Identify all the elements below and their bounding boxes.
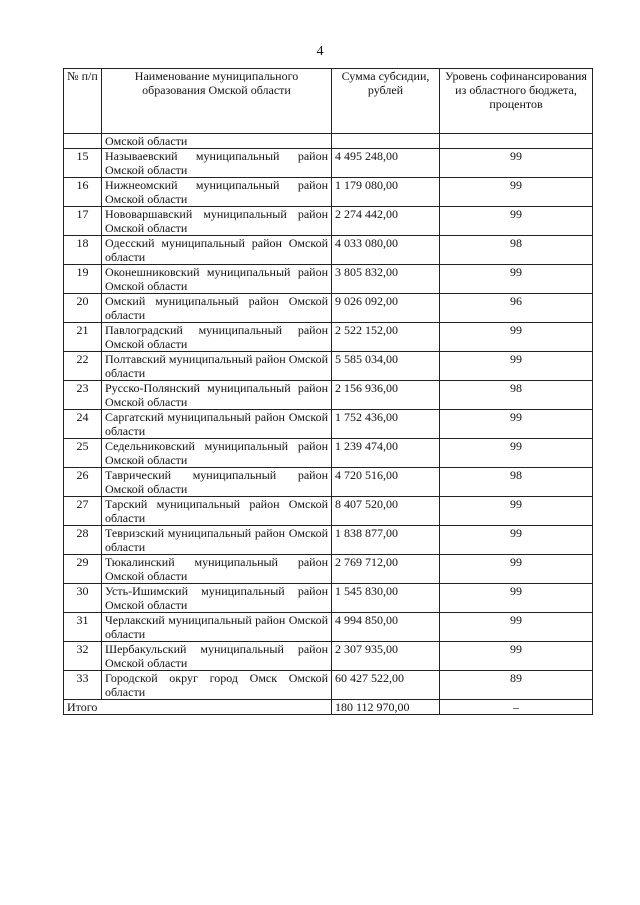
page-number: 4	[316, 44, 324, 59]
table-row	[64, 497, 593, 526]
row-num: 24	[64, 410, 102, 439]
row-sum: 2 156 936,00	[332, 381, 440, 410]
continuation-num	[64, 134, 102, 149]
row-level: 99	[440, 526, 593, 555]
row-level: 96	[440, 294, 593, 323]
row-num: 23	[64, 381, 102, 410]
row-level: 99	[440, 352, 593, 381]
row-sum: 4 033 080,00	[332, 236, 440, 265]
row-sum: 1 179 080,00	[332, 178, 440, 207]
row-sum: 5 585 034,00	[332, 352, 440, 381]
row-level: 99	[440, 497, 593, 526]
table-row	[64, 149, 593, 178]
row-num: 27	[64, 497, 102, 526]
total-sum: 180 112 970,00	[332, 700, 440, 715]
row-level: 99	[440, 439, 593, 468]
header-name: Наименование муниципального образования Омской области	[102, 69, 332, 134]
row-name: Павлоградский муниципальный район Омской области	[102, 323, 332, 352]
row-level: 99	[440, 584, 593, 613]
row-num: 15	[64, 149, 102, 178]
row-name: Черлакский муниципальный район Омской области	[102, 613, 332, 642]
row-num: 30	[64, 584, 102, 613]
row-num: 26	[64, 468, 102, 497]
table-row	[64, 555, 593, 584]
row-num: 18	[64, 236, 102, 265]
total-level: –	[440, 700, 593, 715]
continuation-sum	[332, 134, 440, 149]
table-row	[64, 381, 593, 410]
table-row	[64, 207, 593, 236]
table-body	[64, 134, 593, 700]
row-num: 20	[64, 294, 102, 323]
row-level: 89	[440, 671, 593, 700]
table-row	[64, 439, 593, 468]
row-sum: 4 495 248,00	[332, 149, 440, 178]
row-name: Называевский муниципальный район Омской области	[102, 149, 332, 178]
table-row	[64, 352, 593, 381]
row-level: 99	[440, 410, 593, 439]
table-row	[64, 265, 593, 294]
table-row	[64, 642, 593, 671]
row-level: 99	[440, 613, 593, 642]
subsidy-table	[63, 68, 593, 715]
row-name: Тюкалинский муниципальный район Омской области	[102, 555, 332, 584]
table-row	[64, 178, 593, 207]
row-level: 98	[440, 468, 593, 497]
row-level: 99	[440, 265, 593, 294]
row-level: 99	[440, 149, 593, 178]
row-num: 28	[64, 526, 102, 555]
row-name: Саргатский муниципальный район Омской области	[102, 410, 332, 439]
row-level: 99	[440, 178, 593, 207]
row-name: Городской округ город Омск Омской области	[102, 671, 332, 700]
row-sum: 2 274 442,00	[332, 207, 440, 236]
header-level: Уровень софинансирования из областного бюджета, процентов	[440, 69, 593, 134]
row-num: 16	[64, 178, 102, 207]
row-sum: 60 427 522,00	[332, 671, 440, 700]
total-row	[64, 700, 593, 715]
row-level: 99	[440, 323, 593, 352]
table-row	[64, 236, 593, 265]
row-name: Тевризский муниципальный район Омской области	[102, 526, 332, 555]
header-sum: Сумма субсидии, рублей	[332, 69, 440, 134]
row-num: 21	[64, 323, 102, 352]
row-level: 99	[440, 642, 593, 671]
continuation-row	[64, 134, 593, 149]
row-sum: 8 407 520,00	[332, 497, 440, 526]
row-sum: 2 307 935,00	[332, 642, 440, 671]
row-name: Оконешниковский муниципальный район Омской области	[102, 265, 332, 294]
row-sum: 2 769 712,00	[332, 555, 440, 584]
table-row	[64, 468, 593, 497]
table-row	[64, 526, 593, 555]
row-name: Таврический муниципальный район Омской области	[102, 468, 332, 497]
row-num: 33	[64, 671, 102, 700]
row-sum: 3 805 832,00	[332, 265, 440, 294]
row-num: 19	[64, 265, 102, 294]
row-num: 22	[64, 352, 102, 381]
row-level: 98	[440, 381, 593, 410]
header-num: № п/п	[64, 69, 102, 134]
row-level: 98	[440, 236, 593, 265]
continuation-name: Омской области	[102, 134, 332, 149]
table-header	[64, 69, 593, 134]
table-row	[64, 613, 593, 642]
row-name: Шербакульский муниципальный район Омской области	[102, 642, 332, 671]
row-name: Нововаршавский муниципальный район Омской области	[102, 207, 332, 236]
row-num: 29	[64, 555, 102, 584]
row-sum: 1 239 474,00	[332, 439, 440, 468]
row-level: 99	[440, 207, 593, 236]
row-name: Нижнеомский муниципальный район Омской области	[102, 178, 332, 207]
row-name: Одесский муниципальный район Омской области	[102, 236, 332, 265]
table-row	[64, 323, 593, 352]
row-num: 17	[64, 207, 102, 236]
table-row	[64, 294, 593, 323]
row-num: 25	[64, 439, 102, 468]
row-name: Усть-Ишимский муниципальный район Омской области	[102, 584, 332, 613]
table-row	[64, 671, 593, 700]
row-name: Омский муниципальный район Омской области	[102, 294, 332, 323]
table-row	[64, 410, 593, 439]
row-num: 32	[64, 642, 102, 671]
row-num: 31	[64, 613, 102, 642]
row-name: Русско-Полянский муниципальный район Омской области	[102, 381, 332, 410]
row-sum: 1 838 877,00	[332, 526, 440, 555]
row-sum: 9 026 092,00	[332, 294, 440, 323]
continuation-level	[440, 134, 593, 149]
row-sum: 2 522 152,00	[332, 323, 440, 352]
row-name: Седельниковский муниципальный район Омской области	[102, 439, 332, 468]
row-name: Тарский муниципальный район Омской области	[102, 497, 332, 526]
row-sum: 4 720 516,00	[332, 468, 440, 497]
table-row	[64, 584, 593, 613]
row-sum: 4 994 850,00	[332, 613, 440, 642]
row-sum: 1 545 830,00	[332, 584, 440, 613]
row-name: Полтавский муниципальный район Омской области	[102, 352, 332, 381]
row-sum: 1 752 436,00	[332, 410, 440, 439]
header-row	[64, 69, 593, 134]
total-label: Итого	[64, 700, 332, 715]
row-level: 99	[440, 555, 593, 584]
